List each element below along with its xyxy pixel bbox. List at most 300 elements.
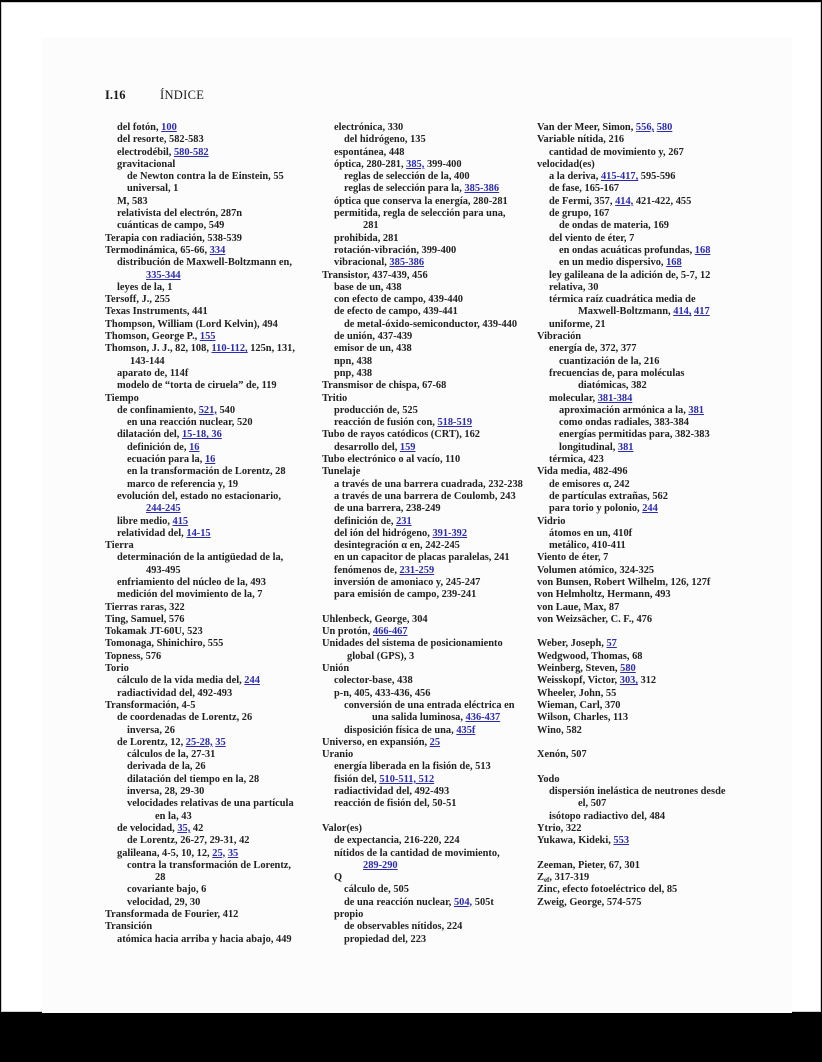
page-link[interactable]: 381 bbox=[688, 404, 704, 416]
entry-text: contra la transformación de Lorentz, bbox=[127, 859, 292, 871]
entry-text: del ión del hidrógeno, bbox=[334, 527, 433, 539]
index-entry bbox=[322, 491, 537, 503]
entry-text: Wheeler, John, 55 bbox=[537, 687, 617, 699]
index-entry bbox=[537, 884, 777, 896]
entry-text: energía de, 372, 377 bbox=[549, 343, 637, 355]
entry-text: global (GPS), 3 bbox=[347, 650, 415, 662]
index-entry bbox=[105, 749, 320, 761]
index-entry bbox=[105, 614, 320, 626]
index-entry bbox=[105, 331, 320, 343]
entry-text: de partículas extrañas, 562 bbox=[549, 490, 668, 502]
index-entry bbox=[322, 897, 537, 909]
index-entry bbox=[105, 737, 320, 749]
index-entry bbox=[322, 171, 537, 183]
index-entry bbox=[105, 380, 320, 392]
entry-text: en un medio dispersivo, bbox=[559, 257, 667, 269]
entry-text: electrodébil, bbox=[117, 146, 174, 158]
index-entry bbox=[322, 921, 537, 933]
entry-text: frecuencias de, para moléculas bbox=[549, 367, 685, 379]
page-link[interactable]: 385, bbox=[406, 158, 425, 170]
index-entry bbox=[322, 134, 537, 146]
index-entry bbox=[322, 872, 537, 884]
index-entry bbox=[322, 786, 537, 798]
entry-text: aproximación armónica a la, bbox=[559, 404, 689, 416]
entry-text: conversión de una entrada eléctrica en bbox=[344, 699, 515, 711]
page-link[interactable]: 14-15 bbox=[186, 527, 211, 539]
entry-text: Yodo bbox=[537, 773, 560, 785]
entry-text: desintegración α en, 242-245 bbox=[334, 540, 460, 552]
entry-text: del resorte, 582-583 bbox=[117, 134, 204, 146]
index-entry bbox=[105, 294, 320, 306]
entry-text: energía liberada en la fisión de, 513 bbox=[334, 761, 491, 773]
index-entry bbox=[105, 134, 320, 146]
page-link[interactable]: 385-386 bbox=[389, 257, 425, 269]
index-entry bbox=[105, 700, 320, 712]
page-link[interactable]: 553 bbox=[613, 835, 630, 847]
page-link[interactable]: 168 bbox=[694, 244, 711, 256]
index-entry bbox=[105, 516, 320, 528]
index-entry bbox=[537, 368, 777, 380]
index-entry bbox=[537, 122, 777, 134]
index-entry bbox=[105, 823, 320, 835]
entry-text: leyes de la, 1 bbox=[117, 281, 173, 293]
entry-text: propiedad del, 223 bbox=[344, 933, 427, 945]
entry-text: Thompson, William (Lord Kelvin), 494 bbox=[105, 318, 278, 330]
index-entry bbox=[322, 343, 537, 355]
index-entry bbox=[322, 393, 537, 405]
entry-text: Z bbox=[537, 872, 544, 884]
entry-text: radiactividad del, 492-493 bbox=[117, 687, 233, 699]
page-link[interactable]: 57 bbox=[606, 638, 617, 650]
index-entry bbox=[322, 257, 537, 269]
entry-text: propio bbox=[334, 909, 364, 920]
index-entry bbox=[322, 159, 537, 171]
page-link[interactable]: 15-18, 36 bbox=[181, 429, 222, 441]
index-entry bbox=[105, 872, 320, 884]
index-entry bbox=[322, 909, 537, 921]
page-link[interactable]: 16 bbox=[204, 454, 216, 466]
page-link[interactable]: 159 bbox=[399, 441, 416, 453]
entry-text: Wino, 582 bbox=[537, 724, 582, 736]
index-entry bbox=[322, 761, 537, 773]
index-entry bbox=[537, 860, 777, 872]
entry-text: del viento de éter, 7 bbox=[549, 232, 635, 244]
page-link[interactable]: 16 bbox=[189, 441, 200, 453]
index-entry bbox=[105, 183, 320, 195]
entry-text: Tubo de rayos catódicos (CRT), 162 bbox=[322, 429, 481, 441]
entry-text: M, 583 bbox=[117, 195, 148, 207]
page-link[interactable]: 580 bbox=[656, 122, 673, 133]
entry-text: 421-422, 455 bbox=[633, 195, 692, 207]
index-entry bbox=[537, 454, 777, 466]
entry-text: ley galileana de la adición de, 5-7, 12 bbox=[549, 269, 711, 281]
entry-text: modelo de “torta de ciruela” de, 119 bbox=[117, 380, 277, 392]
page-link[interactable]: 415 bbox=[172, 515, 189, 527]
index-entry bbox=[105, 454, 320, 466]
entry-text: de coordenadas de Lorentz, 26 bbox=[117, 712, 253, 724]
index-entry bbox=[105, 503, 320, 515]
entry-text: 493-495 bbox=[146, 564, 181, 576]
index-entry bbox=[537, 491, 777, 503]
page-link[interactable]: 381-384 bbox=[597, 392, 633, 404]
entry-text: de una barrera, 238-249 bbox=[334, 503, 441, 515]
entry-text: óptica que conserva la energía, 280-281 bbox=[334, 195, 508, 207]
index-entry bbox=[537, 171, 777, 183]
index-entry bbox=[322, 688, 537, 700]
page-link[interactable]: 25 bbox=[429, 736, 441, 748]
index-entry bbox=[537, 749, 777, 761]
index-entry bbox=[322, 294, 537, 306]
entry-text: Uranio bbox=[322, 749, 354, 761]
entry-text: Universo, en expansión, bbox=[322, 736, 430, 748]
page-link[interactable]: 435f bbox=[456, 724, 476, 736]
page-link[interactable]: 25-28, bbox=[185, 736, 213, 748]
index-entry bbox=[322, 122, 537, 134]
entry-text: uniforme, 21 bbox=[549, 318, 606, 330]
entry-text: 595-596 bbox=[638, 171, 676, 183]
index-entry bbox=[537, 663, 777, 675]
entry-text: velocidades relativas de una partícula bbox=[127, 798, 294, 810]
index-entry bbox=[322, 442, 537, 454]
entry-text: de expectancia, 216-220, 224 bbox=[334, 835, 460, 847]
index-entry bbox=[322, 380, 537, 392]
entry-text: 399-400 bbox=[424, 158, 462, 170]
index-entry bbox=[322, 663, 537, 675]
entry-text: definición de, bbox=[334, 515, 397, 527]
index-entry bbox=[105, 798, 320, 810]
index-entry bbox=[105, 626, 320, 638]
index-column-3 bbox=[537, 122, 777, 909]
entry-text: para emisión de campo, 239-241 bbox=[334, 589, 477, 601]
entry-text: Weisskopf, Victor, bbox=[537, 675, 620, 687]
entry-text: reacción de fisión del, 50-51 bbox=[334, 798, 457, 810]
index-entry bbox=[105, 528, 320, 540]
page-link[interactable]: 231-259 bbox=[399, 564, 435, 576]
entry-text: Wieman, Carl, 370 bbox=[537, 699, 621, 711]
index-entry bbox=[105, 712, 320, 724]
entry-text: en un capacitor de placas paralelas, 241 bbox=[334, 552, 510, 564]
index-entry bbox=[105, 245, 320, 257]
page-link[interactable]: 580-582 bbox=[173, 146, 209, 158]
index-entry bbox=[105, 220, 320, 232]
index-entry bbox=[537, 208, 777, 220]
entry-text: espontánea, 448 bbox=[334, 146, 405, 158]
entry-text: térmica raíz cuadrática media de bbox=[549, 294, 696, 306]
index-entry bbox=[537, 417, 777, 429]
entry-text: 281 bbox=[363, 220, 379, 232]
index-entry bbox=[105, 208, 320, 220]
entry-text: a través de una barrera de Coulomb, 243 bbox=[334, 490, 516, 502]
entry-text: Yukawa, Kideki, bbox=[537, 835, 614, 847]
entry-text: cálculos de la, 27-31 bbox=[127, 749, 216, 761]
index-entry bbox=[105, 909, 320, 921]
index-entry bbox=[537, 712, 777, 724]
entry-text: Maxwell-Boltzmann, bbox=[578, 306, 674, 318]
entry-text: velocidad, 29, 30 bbox=[127, 896, 201, 908]
entry-text: cantidad de movimiento y, 267 bbox=[549, 146, 684, 158]
page-link[interactable]: 100 bbox=[161, 122, 177, 133]
page-link[interactable]: 35 bbox=[227, 847, 239, 859]
index-entry bbox=[537, 540, 777, 552]
entry-text: relatividad del, bbox=[117, 527, 187, 539]
index-entry bbox=[537, 245, 777, 257]
entry-text: cálculo de la vida media del, bbox=[117, 675, 245, 687]
page-link[interactable]: 391-392 bbox=[432, 527, 468, 539]
index-entry bbox=[537, 319, 777, 331]
index-entry bbox=[105, 884, 320, 896]
entry-text: Tubo electrónico o al vacío, 110 bbox=[322, 454, 461, 466]
page-link[interactable]: 289-290 bbox=[363, 859, 398, 871]
index-entry bbox=[322, 479, 537, 491]
page-link[interactable]: 25, bbox=[212, 847, 226, 859]
entry-text: enfriamiento del núcleo de la, 493 bbox=[117, 576, 266, 588]
entry-text: Termodinámica, 65-66, bbox=[105, 244, 210, 256]
index-entry bbox=[105, 479, 320, 491]
entry-text: prohibida, 281 bbox=[334, 232, 399, 244]
page-link[interactable]: 110-112, bbox=[211, 343, 248, 355]
page-link[interactable]: 244 bbox=[642, 503, 658, 515]
index-entry bbox=[105, 835, 320, 847]
page-link[interactable]: 414, bbox=[615, 195, 634, 207]
page-link[interactable]: 415-417, bbox=[600, 171, 639, 183]
index-entry bbox=[537, 134, 777, 146]
page-link[interactable]: 155 bbox=[199, 331, 216, 343]
entry-text: de Lorentz, 12, bbox=[117, 736, 186, 748]
entry-text: Valor(es) bbox=[322, 822, 363, 834]
page-link[interactable]: 335-344 bbox=[146, 269, 181, 281]
index-column-1 bbox=[105, 122, 320, 946]
entry-text: a través de una barrera cuadrada, 232-238 bbox=[334, 478, 523, 490]
page-link[interactable]: 580 bbox=[620, 663, 636, 675]
entry-text: inversa, 28, 29-30 bbox=[127, 786, 205, 798]
entry-text: de Newton contra la de Einstein, 55 bbox=[127, 171, 284, 183]
index-entry bbox=[105, 663, 320, 675]
index-entry bbox=[322, 429, 537, 441]
entry-text: de velocidad, bbox=[117, 822, 178, 834]
entry-text: reglas de selección para la, bbox=[344, 183, 465, 195]
index-entry bbox=[322, 651, 537, 663]
entry-text: con efecto de campo, 439-440 bbox=[334, 294, 463, 306]
index-entry bbox=[537, 503, 777, 515]
entry-text: Transistor, 437-439, 456 bbox=[322, 269, 428, 281]
entry-text: cuantización de la, 216 bbox=[559, 355, 660, 367]
page-link[interactable]: 244 bbox=[244, 675, 260, 687]
index-entry bbox=[322, 552, 537, 564]
index-entry bbox=[105, 934, 320, 946]
page-link[interactable]: 303, bbox=[619, 675, 638, 687]
page-link[interactable]: 518-519 bbox=[437, 417, 473, 429]
index-entry bbox=[105, 491, 320, 503]
entry-text: npn, 438 bbox=[334, 355, 373, 367]
index-entry bbox=[537, 356, 777, 368]
entry-text: radiactividad del, 492-493 bbox=[334, 786, 450, 798]
entry-text: distribución de Maxwell-Boltzmann en, bbox=[117, 257, 292, 269]
index-spacer bbox=[537, 761, 777, 773]
page-link[interactable]: 436-437 bbox=[465, 712, 501, 724]
entry-text: von Bunsen, Robert Wilhelm, 126, 127f bbox=[537, 576, 711, 588]
entry-text: óptica, 280-281, bbox=[334, 158, 407, 170]
index-entry bbox=[105, 442, 320, 454]
entry-text: longitudinal, bbox=[559, 441, 618, 453]
index-entry bbox=[322, 319, 537, 331]
index-entry bbox=[105, 761, 320, 773]
entry-text: Tersoff, J., 255 bbox=[105, 294, 171, 306]
entry-text: diatómicas, 382 bbox=[578, 380, 647, 392]
entry-text: relativa, 30 bbox=[549, 281, 599, 293]
entry-text: universal, 1 bbox=[127, 183, 179, 195]
index-entry bbox=[322, 147, 537, 159]
page-link[interactable]: 385-386 bbox=[464, 183, 500, 195]
index-entry bbox=[537, 589, 777, 601]
entry-text: de ondas de materia, 169 bbox=[559, 220, 669, 232]
entry-text: Weinberg, Steven, bbox=[537, 663, 621, 675]
entry-text: de emisores α, 242 bbox=[549, 478, 630, 490]
index-entry bbox=[105, 429, 320, 441]
entry-text: Zinc, efecto fotoeléctrico del, 85 bbox=[537, 884, 678, 896]
page-link[interactable]: 521, bbox=[198, 404, 217, 416]
index-entry bbox=[105, 270, 320, 282]
entry-text: a la deriva, bbox=[549, 171, 601, 183]
page-link[interactable]: 556, bbox=[635, 122, 655, 133]
entry-text: gravitacional bbox=[117, 158, 176, 170]
index-entry bbox=[322, 454, 537, 466]
entry-text: cálculo de, 505 bbox=[344, 884, 409, 896]
index-spacer bbox=[537, 848, 777, 860]
index-entry bbox=[322, 675, 537, 687]
page-link[interactable]: 231 bbox=[396, 515, 412, 527]
entry-text: marco de referencia y, 19 bbox=[127, 478, 239, 490]
index-entry bbox=[322, 331, 537, 343]
entry-text: base de un, 438 bbox=[334, 281, 402, 293]
index-entry bbox=[105, 638, 320, 650]
page-link[interactable]: 414, bbox=[673, 306, 692, 318]
index-entry bbox=[537, 331, 777, 343]
page-link[interactable]: 381 bbox=[617, 441, 634, 453]
index-entry bbox=[105, 602, 320, 614]
index-entry bbox=[537, 220, 777, 232]
index-entry bbox=[322, 220, 537, 232]
index-entry bbox=[322, 860, 537, 872]
entry-text: Thomson, George P., bbox=[105, 331, 200, 343]
page-link[interactable]: 334 bbox=[209, 244, 226, 256]
entry-text: determinación de la antigüedad de la, bbox=[117, 552, 284, 564]
entry-text: Transición bbox=[105, 921, 153, 933]
index-entry bbox=[322, 823, 537, 835]
entry-text: de fase, 165-167 bbox=[549, 183, 620, 195]
index-entry bbox=[105, 565, 320, 577]
index-entry bbox=[105, 171, 320, 183]
entry-text: velocidad(es) bbox=[537, 158, 595, 170]
index-entry bbox=[537, 380, 777, 392]
entry-text: de grupo, 167 bbox=[549, 208, 610, 220]
index-entry bbox=[105, 552, 320, 564]
page-link[interactable]: 417 bbox=[694, 306, 710, 318]
entry-text: Tritio bbox=[322, 392, 348, 404]
entry-text: Ytrio, 322 bbox=[537, 822, 582, 834]
entry-text: colector-base, 438 bbox=[334, 675, 413, 687]
entry-text: relativista del electrón, 287n bbox=[117, 208, 243, 220]
entry-text: Thomson, J. J., 82, 108, bbox=[105, 343, 212, 355]
entry-text: rotación-vibración, 399-400 bbox=[334, 244, 457, 256]
index-entry bbox=[322, 700, 537, 712]
index-entry bbox=[322, 614, 537, 626]
entry-text: el, 507 bbox=[578, 798, 607, 810]
index-entry bbox=[322, 774, 537, 786]
index-column-2 bbox=[322, 122, 537, 946]
index-entry bbox=[105, 257, 320, 269]
entry-text: Ting, Samuel, 576 bbox=[105, 613, 185, 625]
entry-text: atómica hacia arriba y hacia abajo, 449 bbox=[117, 933, 292, 945]
index-entry bbox=[105, 393, 320, 405]
entry-text: 505t bbox=[472, 896, 494, 908]
index-entry bbox=[105, 147, 320, 159]
entry-text: térmica, 423 bbox=[549, 454, 604, 466]
entry-text: Transformación, 4-5 bbox=[105, 699, 196, 711]
index-entry bbox=[322, 835, 537, 847]
page-link[interactable]: 35, bbox=[177, 822, 191, 834]
entry-text: molecular, bbox=[549, 392, 598, 404]
entry-text: ecuación para la, bbox=[127, 454, 205, 466]
entry-text: Transmisor de chispa, 67-68 bbox=[322, 380, 447, 392]
entry-text: del hidrógeno, 135 bbox=[344, 134, 426, 146]
index-entry bbox=[537, 700, 777, 712]
page-link[interactable]: 510-511, 512 bbox=[379, 773, 435, 785]
index-entry bbox=[537, 638, 777, 650]
index-entry bbox=[537, 516, 777, 528]
index-entry bbox=[537, 405, 777, 417]
index-entry bbox=[537, 429, 777, 441]
entry-text: Vibración bbox=[537, 331, 582, 343]
entry-text: para torio y polonio, bbox=[549, 503, 643, 515]
page-link[interactable]: 466-467 bbox=[372, 626, 408, 638]
index-entry bbox=[105, 343, 320, 355]
entry-text: Texas Instruments, 441 bbox=[105, 306, 208, 318]
entry-text: en ondas acuáticas profundas, bbox=[559, 244, 695, 256]
entry-text: 125n, 131, bbox=[247, 343, 295, 355]
entry-text: Terapia con radiación, 538-539 bbox=[105, 232, 243, 244]
index-entry bbox=[322, 503, 537, 515]
entry-text: de una reacción nuclear, bbox=[344, 896, 454, 908]
entry-text: definición de, bbox=[127, 441, 190, 453]
entry-text: von Weizsächer, C. F., 476 bbox=[537, 613, 653, 625]
entry-text: Zweig, George, 574-575 bbox=[537, 896, 642, 908]
index-entry bbox=[105, 196, 320, 208]
index-entry bbox=[537, 675, 777, 687]
page-link[interactable]: 168 bbox=[666, 257, 682, 269]
entry-text: von Helmholtz, Hermann, 493 bbox=[537, 589, 671, 601]
entry-text: Xenón, 507 bbox=[537, 749, 587, 761]
entry-text: desarrollo del, bbox=[334, 441, 400, 453]
entry-text: vibracional, bbox=[334, 257, 390, 269]
index-entry bbox=[537, 294, 777, 306]
index-entry bbox=[105, 675, 320, 687]
entry-text: , 317-319 bbox=[549, 872, 590, 884]
entry-text: Tierra bbox=[105, 540, 134, 552]
entry-text: isótopo radiactivo del, 484 bbox=[549, 810, 666, 822]
entry-text: Wilson, Charles, 113 bbox=[537, 712, 629, 724]
page-link[interactable]: 244-245 bbox=[146, 503, 181, 515]
entry-text: del fotón, bbox=[117, 122, 162, 133]
entry-text: reacción de fusión con, bbox=[334, 417, 438, 429]
entry-text: pnp, 438 bbox=[334, 367, 373, 379]
page-link[interactable]: 35 bbox=[215, 736, 226, 748]
entry-text: Un protón, bbox=[322, 626, 373, 638]
entry-text: en la, 43 bbox=[155, 810, 192, 822]
page-link[interactable]: 504, bbox=[453, 896, 473, 908]
index-entry bbox=[105, 417, 320, 429]
entry-text: medición del movimiento de la, 7 bbox=[117, 589, 263, 601]
entry-text: Variable nítida, 216 bbox=[537, 134, 625, 146]
